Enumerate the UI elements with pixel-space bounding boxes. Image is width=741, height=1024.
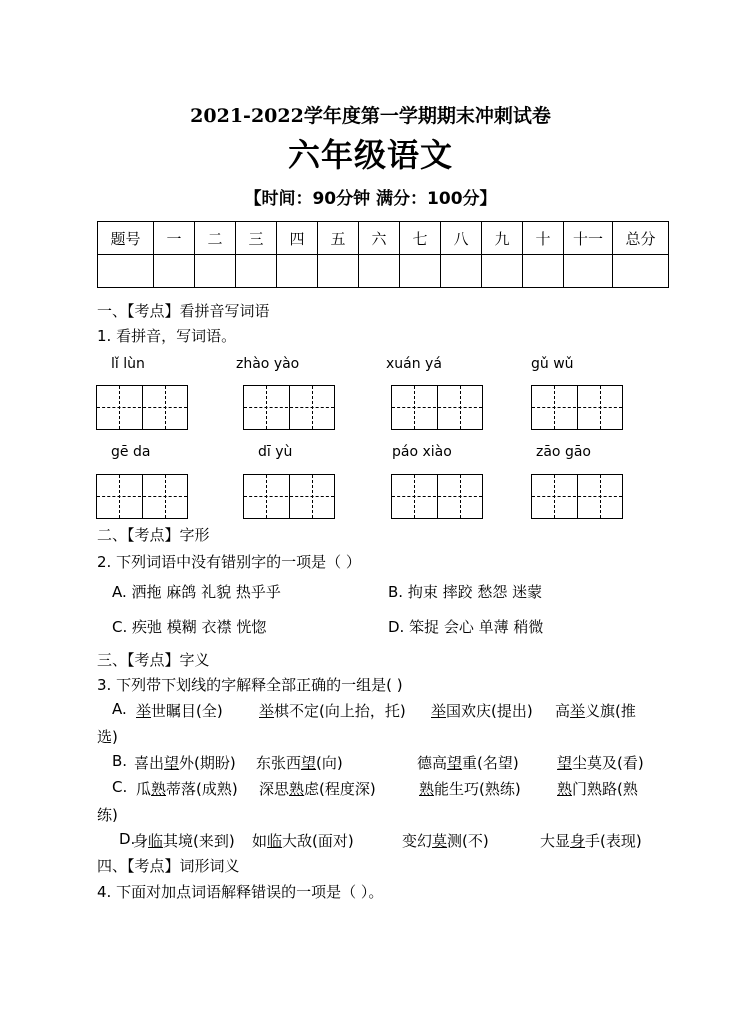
question-4: 4. 下面对加点词语解释错误的一项是（ ）。 (97, 883, 384, 901)
score-header-cell: 一 (154, 222, 195, 255)
option-d-label[interactable]: D. (119, 830, 136, 848)
pinyin-label: dī yù (258, 444, 293, 460)
score-header-cell: 总分 (613, 222, 669, 255)
option-c-label[interactable]: C. (112, 778, 128, 796)
underlined-char: 望 (301, 754, 317, 772)
score-cell[interactable] (98, 255, 154, 288)
score-header-cell: 四 (277, 222, 318, 255)
subject-title: 六年级语文 (287, 136, 453, 174)
writing-grid[interactable] (391, 474, 483, 519)
option-b-item: 德高望重(名望) (417, 754, 519, 772)
score-cell[interactable] (400, 255, 441, 288)
score-header-cell: 九 (482, 222, 523, 255)
question-1: 1. 看拼音，写词语。 (97, 327, 237, 345)
writing-grid[interactable] (96, 385, 188, 430)
underlined-char: 举 (259, 702, 275, 720)
option-c[interactable]: C. 疾弛 模糊 衣襟 恍惚 (112, 618, 267, 636)
writing-grid[interactable] (391, 385, 483, 430)
option-a-item: 高举义旗(推 (555, 702, 636, 720)
writing-grid[interactable] (531, 474, 623, 519)
underlined-char: 举 (431, 702, 447, 720)
pinyin-label: gǔ wǔ (531, 356, 574, 372)
underlined-char: 临 (267, 832, 283, 850)
score-input-row (98, 255, 669, 288)
option-b-item: 喜出望外(期盼) (134, 754, 236, 772)
score-cell[interactable] (236, 255, 277, 288)
option-b-item: 望尘莫及(看) (557, 754, 644, 772)
option-a-continuation: 选) (97, 728, 118, 746)
option-d-item: 大显身手(表现) (540, 832, 642, 850)
score-cell[interactable] (359, 255, 400, 288)
pinyin-label: xuán yá (386, 356, 442, 372)
score-header-cell: 十一 (564, 222, 613, 255)
option-c-item: 熟门熟路(熟 (557, 780, 638, 798)
option-b-item: 东张西望(向) (256, 754, 343, 772)
writing-grid[interactable] (243, 474, 335, 519)
score-header-cell: 八 (441, 222, 482, 255)
score-cell[interactable] (482, 255, 523, 288)
score-header-cell: 二 (195, 222, 236, 255)
section1-heading: 一、【考点】看拼音写词语 (97, 302, 270, 320)
option-a-item: 举国欢庆(提出) (431, 702, 533, 720)
underlined-char: 望 (164, 754, 180, 772)
pinyin-label: páo xiào (392, 444, 452, 460)
score-cell[interactable] (154, 255, 195, 288)
section4-heading: 四、【考点】词形词义 (97, 857, 240, 875)
underlined-char: 临 (148, 832, 164, 850)
section2-heading: 二、【考点】字形 (97, 526, 210, 544)
score-cell[interactable] (277, 255, 318, 288)
writing-grid[interactable] (531, 385, 623, 430)
underlined-char: 熟 (557, 780, 573, 798)
underlined-char: 举 (136, 702, 152, 720)
option-b-label[interactable]: B. (112, 752, 128, 770)
underlined-char: 望 (557, 754, 573, 772)
pinyin-label: gē da (111, 444, 151, 460)
score-header-cell: 三 (236, 222, 277, 255)
underlined-char: 熟 (419, 780, 435, 798)
option-d-item: 变幻莫测(不) (402, 832, 489, 850)
score-cell[interactable] (564, 255, 613, 288)
score-header-cell: 五 (318, 222, 359, 255)
score-cell[interactable] (318, 255, 359, 288)
underlined-char: 望 (447, 754, 463, 772)
score-header-row (98, 222, 669, 255)
score-table (97, 221, 669, 288)
exam-title: 2021-2022学年度第一学期期末冲刺试卷 (190, 105, 551, 127)
question-2: 2. 下列词语中没有错别字的一项是（ ） (97, 553, 361, 571)
writing-grid[interactable] (96, 474, 188, 519)
score-cell[interactable] (195, 255, 236, 288)
pinyin-label: zāo gāo (536, 444, 591, 460)
time-info: 【时间：90分钟 满分：100分】 (244, 189, 497, 209)
option-a[interactable]: A. 洒拖 麻鸽 礼貌 热乎乎 (112, 583, 281, 601)
question-3: 3. 下列带下划线的字解释全部正确的一组是( ) (97, 676, 403, 694)
writing-grid[interactable] (243, 385, 335, 430)
underlined-char: 熟 (289, 780, 305, 798)
underlined-char: 举 (570, 702, 586, 720)
option-c-continuation: 练) (97, 806, 118, 824)
score-header-cell: 题号 (98, 222, 154, 255)
underlined-char: 莫 (432, 832, 448, 850)
option-c-item: 瓜熟蒂落(成熟) (136, 780, 238, 798)
pinyin-label: zhào yào (236, 356, 300, 372)
option-d-item: 身临其境(来到) (133, 832, 235, 850)
option-d-item: 如临大敌(面对) (252, 832, 354, 850)
score-header-cell: 七 (400, 222, 441, 255)
score-cell[interactable] (523, 255, 564, 288)
score-header-cell: 十 (523, 222, 564, 255)
option-a-label[interactable]: A. (112, 700, 127, 718)
pinyin-label: lǐ lùn (111, 356, 145, 372)
underlined-char: 熟 (151, 780, 167, 798)
score-cell[interactable] (613, 255, 669, 288)
option-c-item: 深思熟虑(程度深) (259, 780, 376, 798)
option-b[interactable]: B. 拘束 摔跤 愁怨 迷蒙 (388, 583, 543, 601)
option-d[interactable]: D. 笨捉 会心 单薄 稍微 (388, 618, 544, 636)
underlined-char: 身 (570, 832, 586, 850)
section3-heading: 三、【考点】字义 (97, 651, 210, 669)
score-cell[interactable] (441, 255, 482, 288)
option-a-item: 举世瞩目(全) (136, 702, 223, 720)
option-c-item: 熟能生巧(熟练) (419, 780, 521, 798)
option-a-item: 举棋不定(向上抬，托) (259, 702, 406, 720)
score-header-cell: 六 (359, 222, 400, 255)
